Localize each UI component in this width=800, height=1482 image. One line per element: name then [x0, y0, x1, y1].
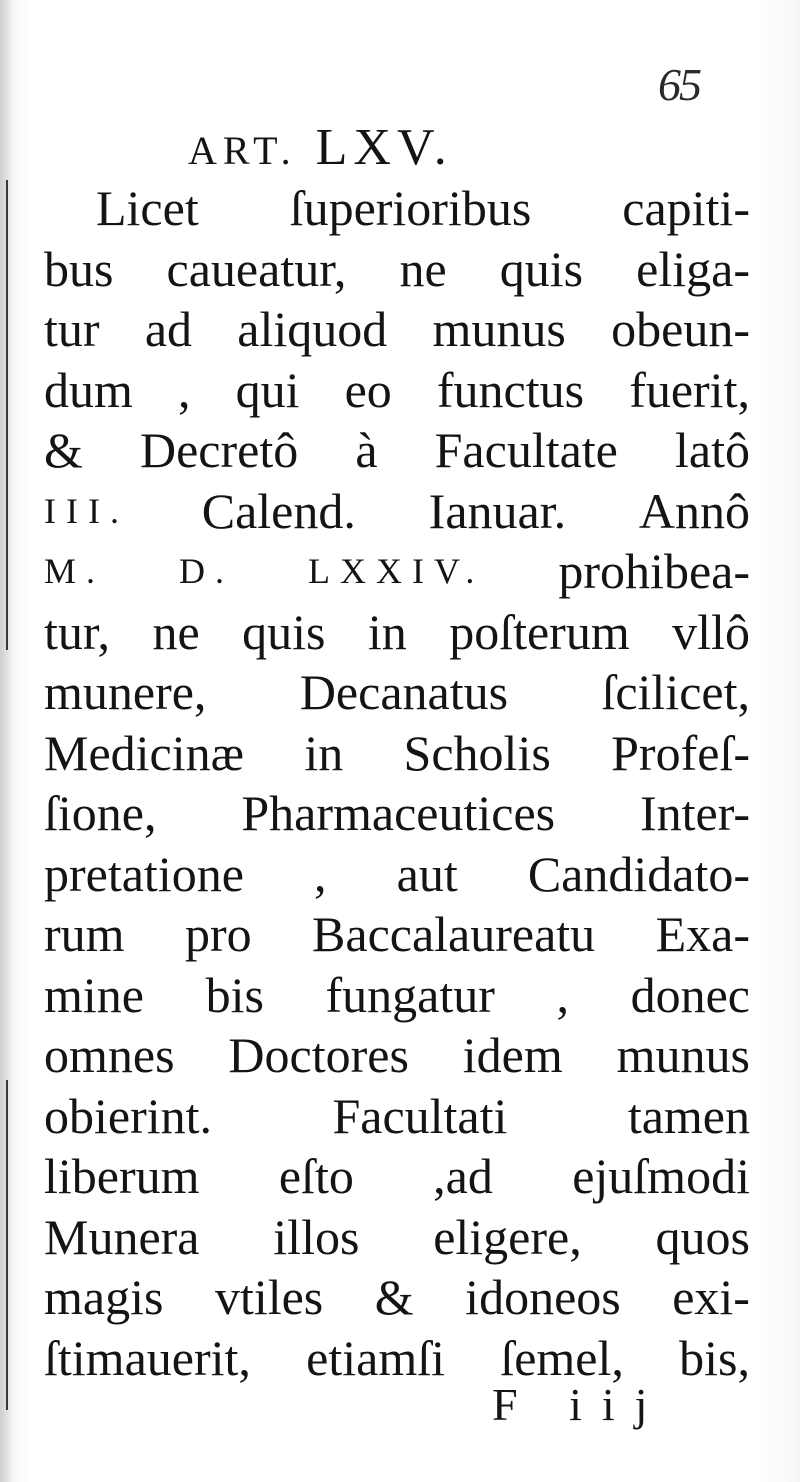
text-word: quos — [655, 1208, 750, 1265]
text-word: mine — [44, 966, 144, 1023]
text-word: Profeſ- — [611, 724, 750, 781]
page-edge-line-lower — [6, 1080, 8, 1410]
text-line — [44, 662, 750, 723]
text-word: bus — [44, 240, 114, 297]
text-word: Decanatus — [299, 664, 509, 720]
text-word: exi- — [672, 1269, 750, 1325]
text-word: prohibea- — [558, 543, 750, 599]
text-word: obeun- — [611, 301, 750, 357]
text-word: illos — [273, 1208, 360, 1265]
text-word: fungatur — [325, 966, 495, 1023]
article-heading — [188, 118, 453, 177]
text-word: Decretô — [140, 422, 299, 478]
text-word: Baccalaureatu — [312, 906, 596, 962]
text-word: Facultate — [434, 422, 618, 478]
text-word: magis — [44, 1269, 164, 1325]
text-word: aliquod — [237, 301, 388, 357]
signature-mark: F iij — [492, 1379, 668, 1430]
article-number: LXV. — [315, 119, 453, 176]
text-word: bis — [205, 966, 264, 1023]
text-word: tamen — [627, 1087, 750, 1144]
text-line — [44, 904, 750, 965]
text-word: Annô — [638, 482, 750, 539]
text-word: latô — [674, 422, 750, 478]
text-line — [44, 1267, 750, 1328]
text-word: Scholis — [403, 724, 551, 781]
text-word: munus — [432, 301, 566, 357]
text-word: Calend. — [201, 482, 356, 539]
text-word: ne — [399, 240, 447, 297]
text-line — [44, 965, 750, 1026]
text-word: M. — [44, 551, 106, 591]
text-line — [44, 481, 750, 542]
text-word: pretatione — [44, 845, 244, 902]
text-line — [44, 299, 750, 360]
text-word: eo — [344, 361, 392, 418]
text-line — [44, 1146, 750, 1207]
text-word: caueatur, — [166, 240, 347, 297]
text-word: , — [314, 845, 327, 902]
text-word: in — [304, 724, 344, 781]
text-line — [44, 360, 750, 421]
text-word: ſcilicet, — [601, 664, 750, 720]
text-word: & — [44, 422, 83, 478]
text-word: quis — [242, 603, 326, 660]
text-word: & — [374, 1269, 414, 1325]
text-word: donec — [630, 966, 750, 1023]
text-word: Pharmaceutices — [241, 785, 556, 841]
article-label: ART. — [188, 128, 297, 173]
text-line — [44, 723, 750, 784]
text-word: vtiles — [214, 1269, 324, 1325]
text-word: ,ad — [433, 1148, 493, 1204]
text-word: aut — [396, 845, 458, 902]
text-line — [44, 541, 750, 602]
text-word: eſto — [278, 1148, 354, 1204]
text-line — [44, 1086, 750, 1147]
text-word: etiamſi — [306, 1329, 446, 1386]
text-word: qui — [235, 361, 300, 418]
text-word: eliga- — [636, 240, 750, 297]
text-word: obierint. — [44, 1087, 213, 1144]
text-word: liberum — [44, 1148, 200, 1204]
text-line — [44, 178, 750, 239]
text-word: ne — [152, 603, 200, 660]
text-word: ſemel, — [500, 1329, 624, 1386]
text-word: LXXIV. — [308, 551, 485, 591]
text-word: idoneos — [465, 1269, 621, 1325]
text-word: ſione, — [44, 785, 157, 841]
text-line — [44, 602, 750, 663]
text-word: tur — [44, 301, 100, 357]
text-line — [44, 1207, 750, 1268]
text-word: ſtimauerit, — [44, 1329, 251, 1386]
text-word: in — [367, 603, 407, 660]
text-word: Munera — [44, 1208, 200, 1265]
text-word: bis, — [679, 1329, 750, 1386]
text-word: ad — [144, 301, 193, 357]
article-body — [44, 178, 750, 1388]
text-word: tur, — [44, 603, 111, 660]
text-word: III. — [44, 490, 129, 531]
text-word: dum — [44, 361, 133, 418]
text-word: eligere, — [433, 1208, 582, 1265]
text-line — [44, 420, 750, 481]
text-word: rum — [44, 906, 125, 962]
text-word: idem — [462, 1027, 563, 1083]
text-word: functus — [436, 361, 585, 418]
text-line — [44, 1025, 750, 1086]
text-word: munere, — [44, 664, 207, 720]
text-word: Exa- — [655, 906, 750, 962]
text-word: poſterum — [449, 603, 630, 660]
text-word: , — [178, 361, 191, 418]
text-word: Candidato- — [527, 845, 750, 902]
page-edge-line-upper — [6, 180, 8, 650]
text-word: pro — [184, 906, 252, 962]
text-word: Licet — [96, 180, 199, 236]
text-word: fuerit, — [629, 361, 750, 418]
text-word: Doctores — [228, 1027, 409, 1083]
text-word: D. — [179, 551, 235, 591]
page-number: 65 — [658, 59, 700, 110]
text-line — [44, 844, 750, 905]
text-word: Facultati — [332, 1087, 508, 1144]
text-word: à — [355, 422, 378, 478]
text-word: Medicinæ — [44, 724, 244, 781]
text-word: ſuperioribus — [289, 180, 532, 236]
text-line — [44, 783, 750, 844]
text-word: Inter- — [639, 785, 750, 841]
text-word: munus — [616, 1027, 750, 1083]
text-word: Ianuar. — [428, 482, 567, 539]
text-word: ejuſmodi — [572, 1148, 750, 1204]
text-word: quis — [499, 240, 584, 297]
text-word: omnes — [44, 1027, 175, 1083]
text-word: capiti- — [622, 180, 750, 236]
text-word: , — [556, 966, 570, 1023]
text-line — [44, 239, 750, 300]
text-word: vllô — [672, 603, 750, 660]
